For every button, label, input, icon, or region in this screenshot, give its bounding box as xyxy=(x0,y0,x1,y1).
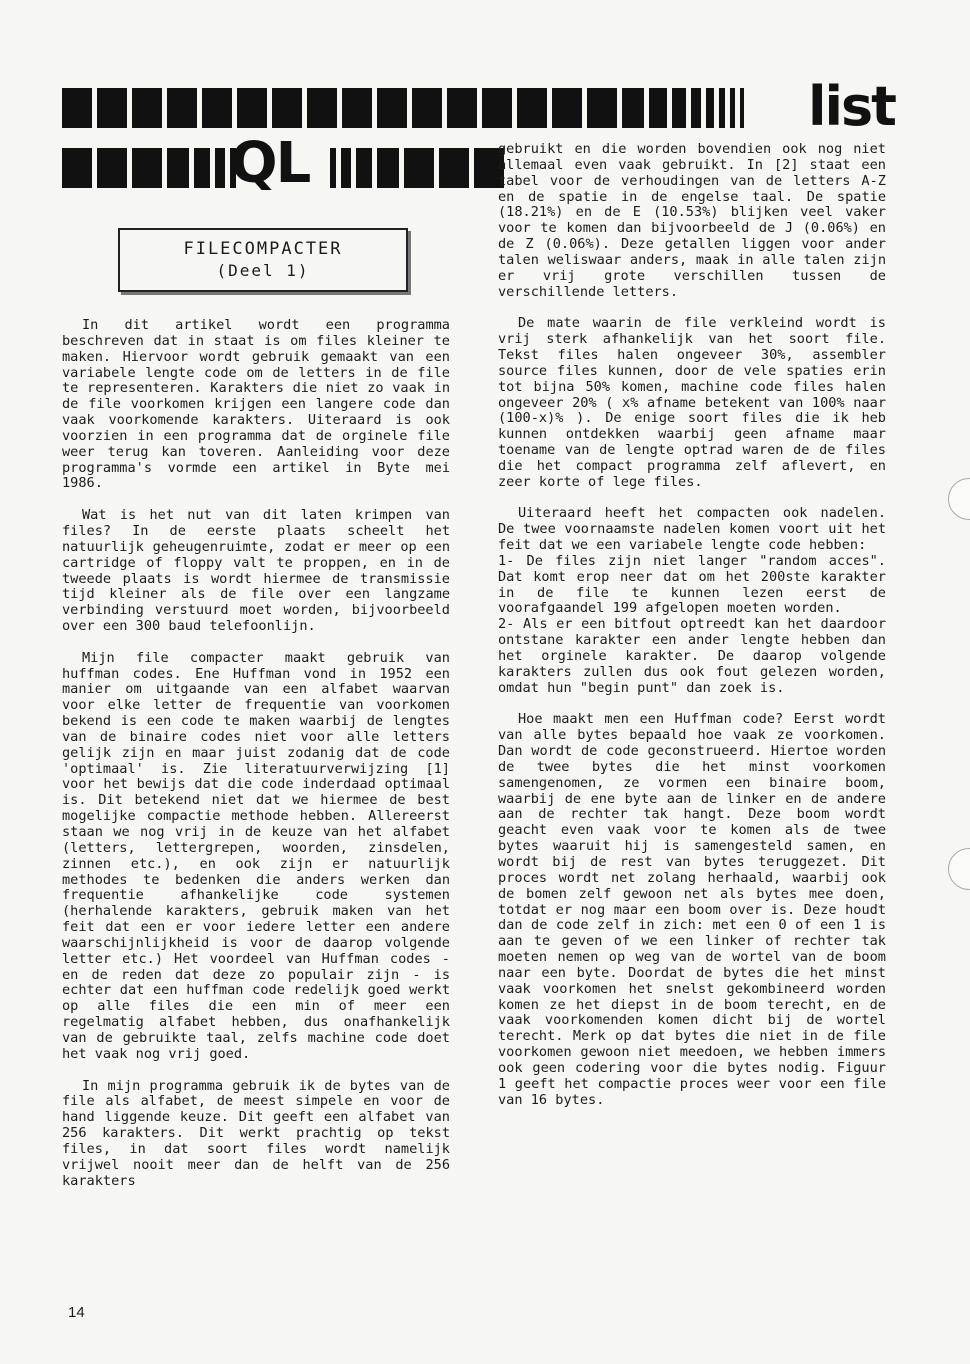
paragraph: gebruikt en die worden bovendien ook nog niet allemaal even vaak gebruikt. In [2] staat een tabel voor de verhoudingen van de letters A-Z en de spatie in de engelse taal. De spatie (18.21%) en de E (10.53%) blijken veel vaker voor te komen dan bijvoorbeeld de J (0.06%) en de Z (0.06%). Deze getallen liggen voor ander talen weliswaar anders, maak in alle talen zijn er vrij grote verschillen tussen de verschillende letters. xyxy=(498,141,886,300)
decorative-bar xyxy=(412,88,442,128)
decorative-bar xyxy=(342,88,372,128)
decorative-bar xyxy=(672,88,686,128)
decorative-bar xyxy=(356,148,372,188)
ql-logo: QL xyxy=(230,131,310,196)
header-bar-row-top xyxy=(62,88,749,128)
decorative-bar xyxy=(194,148,210,188)
header-bar-row-left xyxy=(62,148,241,188)
decorative-bar xyxy=(237,88,267,128)
paragraph: Mijn file compacter maakt gebruik van huffman codes. Ene Huffman vond in 1952 een manier om uitgaande van een alfabet waarvan voor elke letter de frequentie van voorkomen bekend is een code te maken waarbij de lengtes van de binaire codes niet voor alle letters gelijk zijn en maar juist zodanig dat de code 'optimaal' is. Zie literatuurverwijzing [1] voor het bewijs dat die code inderdaad optimaal is. Dit betekend niet dat we hiermee de best mogelijke compactie methode hebben. Allereerst staan we nog vrij in de keuze van het alfabet (letters, lettergrepen, woorden, zinsdelen, zinnen etc.), en ook zijn er natuurlijk methodes te bedenken die anders werken dan frequentie afhankelijke code systemen (herhalende karakters, gebruik maken van het feit dat een er voor iedere letter een andere waarschijnlijkheid is voor de daarop volgende letter etc.) Het voordeel van Huffman codes - en de reden dat deze zo populair zijn - is echter dat een huffman code redelijk goed werkt op alle files die een min of meer een regelmatig alfabet hebben, dus onafhankelijk van de gebruikte taal, zelfs machine code doet het vaak nog vrij goed. xyxy=(62,649,450,1062)
decorative-bar xyxy=(719,88,725,128)
decorative-bar xyxy=(167,88,197,128)
decorative-bar xyxy=(132,88,162,128)
decorative-bar xyxy=(517,88,547,128)
decorative-bar xyxy=(62,88,92,128)
punch-hole xyxy=(948,848,970,890)
paragraph: Uiteraard heeft het compacten ook nadelen. De twee voornaamste nadelen komen voort uit het feit dat we een variabele lengte code hebben: 1- De files zijn niet langer "random acces". Dat komt erop neer dat om het 200ste karakter in de file te kunnen lezen eerst de voorafgaandel 199 afgelopen moeten worden. 2- Als er een bitfout optreedt kan het daardoor ontstane karakter een ander lengte hebben dan het orginele karakter. De daarop volgende karakters zullen dus ook fout gelezen worden, omdat hun "begin punt" dan zoek is. xyxy=(498,505,886,696)
decorative-bar xyxy=(202,88,232,128)
punch-hole xyxy=(948,478,970,520)
decorative-bar xyxy=(62,148,92,188)
decorative-bar xyxy=(377,88,407,128)
page-number: 14 xyxy=(68,1304,85,1321)
decorative-bar xyxy=(587,88,617,128)
decorative-bar xyxy=(447,88,477,128)
decorative-bar xyxy=(330,148,336,188)
paragraph: De mate waarin de file verkleind wordt is vrij sterk afhankelijk van het soort file. Tekst files halen ongeveer 30%, assembler source files kunnen, door de vele spaties erin tot bijna 50% komen, machine code files halen ongeveer 20% ( x% afname betekent van 100% naar (100-x)% ). De enige soort files die ik heb kunnen ontdekken waarbij geen afname maar toename van de lengte optrad waren de de files die het compact programma zelf aflevert, en zeer korte of lege files. xyxy=(498,315,886,490)
decorative-bar xyxy=(132,148,162,188)
decorative-bar xyxy=(97,148,127,188)
article-title: FILECOMPACTER xyxy=(183,239,343,259)
decorative-bar xyxy=(377,148,399,188)
article-subtitle: (Deel 1) xyxy=(216,261,310,280)
decorative-bar xyxy=(706,88,714,128)
paragraph: In mijn programma gebruik ik de bytes van de file als alfabet, de meest simpele en voor de hand liggende keuze. Dit geeft een alfabet van 256 karakters. Dit werkt prachtig op tekst files, in dat soort files wordt namelijk vrijwel nooit meer dan de helft van de 256 karakters xyxy=(62,1077,450,1189)
decorative-bar xyxy=(649,88,667,128)
paragraph: Hoe maakt men een Huffman code? Eerst wordt van alle bytes bepaald hoe vaak ze voorkomen. Dan wordt de code geconstrueerd. Hiertoe worden de twee bytes die het minst voorkomen samengenomen, ze vormen een binaire boom, waarbij de ene byte aan de linker en de andere aan de rechter tak hangt. Deze boom wordt geacht even vaak voor te komen als de twee bytes waaruit hij is samengesteld samen, en wordt bij de rest van bytes teruggezet. Dit proces wordt net zolang herhaald, waarbij ook de bomen zelf gewoon net als bytes mee doen, totdat er nog maar een boom over is. Deze houdt dan de code zelf in zich: met een 0 of een 1 is aan te geven of we een linker of rechter tak moeten nemen op weg van de wortel van de boom naar een byte. Doordat de bytes die het minst vaak voorkomen het snelst gekombineerd worden komen ze het diepst in de boom terecht, en de vaak voorkomenden komen dicht bij de wortel terecht. Merk op dat bytes die niet in de file voorkomen gewoon niet meedoen, we hebben immers ook geen codering voor die bytes nodig. Figuur 1 geeft het compactie proces weer voor een file van 16 bytes. xyxy=(498,711,886,1108)
left-text-column xyxy=(62,318,450,1205)
decorative-bar xyxy=(404,148,434,188)
header-bar-row-right xyxy=(330,148,509,188)
paragraph: Wat is het nut van dit laten krimpen van files? In de eerste plaats scheelt het natuurlijk geheugenruimte, zodat er meer op een cartridge of floppy valt te proppen, en in de tweede plaats is wordt hiermee de transmissie tijd kleiner als de file over een langzame verbinding verstuurd moet worden, bijvoorbeeld over een 300 baud telefoonlijn. xyxy=(62,507,450,635)
decorative-bar xyxy=(215,148,225,188)
decorative-bar xyxy=(439,148,469,188)
article-title-box xyxy=(118,228,408,292)
decorative-bar xyxy=(272,88,302,128)
paragraph: In dit artikel wordt een programma beschreven dat in staat is om files kleiner te maken. Hiervoor wordt gebruik gemaakt van een variabele lengte code om de letters in de file te representeren. Karakters die niet zo vaak in de file voorkomen krijgen een langere code dan vaak voorkomende karakters. Uiteraard is ook voorzien in een programma dat de orginele file weer terug kan toveren. Aanleiding voor deze programma's vormde een artikel in Byte mei 1986. xyxy=(62,317,450,492)
decorative-bar xyxy=(307,88,337,128)
decorative-bar xyxy=(552,88,582,128)
decorative-bar xyxy=(167,148,189,188)
right-text-column xyxy=(498,142,886,1124)
decorative-bar xyxy=(730,88,735,128)
decorative-bar xyxy=(691,88,701,128)
decorative-bar xyxy=(341,148,351,188)
decorative-bar xyxy=(740,88,744,128)
decorative-bar xyxy=(97,88,127,128)
decorative-bar xyxy=(482,88,512,128)
list-logo: list xyxy=(808,75,895,138)
decorative-bar xyxy=(622,88,644,128)
